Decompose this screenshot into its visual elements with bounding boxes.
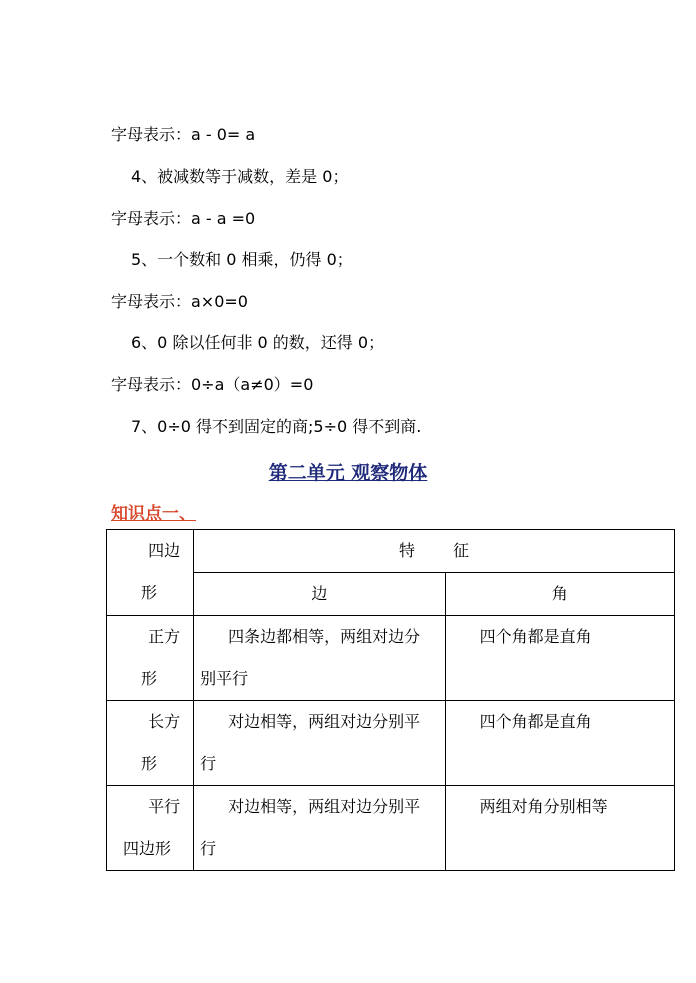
side-text-line2: 行 (200, 754, 217, 773)
feature-header-b: 征 (453, 541, 470, 560)
side-cell-square (194, 616, 445, 701)
shape-name-line2: 形 (141, 754, 158, 773)
side-text-line2: 行 (200, 839, 217, 858)
rule-7: 7、0÷0 得不到固定的商;5÷0 得不到商. (131, 417, 422, 436)
shape-cell-square (107, 616, 194, 701)
corner-header-line2: 形 (141, 583, 158, 602)
rule-5: 5、一个数和 0 相乘，仍得 0； (131, 250, 353, 269)
quadrilateral-table (106, 529, 675, 871)
shape-name-line2: 四边形 (123, 839, 172, 858)
side-header-cell: 边 (194, 573, 445, 616)
table-header-row (107, 530, 675, 573)
letter-form-zero-div-a: 字母表示：0÷a（a≠0）=0 (111, 375, 314, 394)
angle-cell-parallelogram: 两组对角分别相等 (445, 786, 674, 871)
unit-title: 第二单元 观察物体 (268, 462, 428, 484)
side-text-line2: 别平行 (200, 669, 249, 688)
corner-header-line1: 四边 (148, 541, 181, 560)
table-row (107, 616, 675, 701)
side-text-line1: 四条边都相等，两组对边分 (228, 627, 421, 646)
feature-header-a: 特 (399, 541, 416, 560)
letter-form-a-minus-zero: 字母表示：a - 0= a (111, 125, 256, 144)
angle-cell-rectangle: 四个角都是直角 (445, 701, 674, 786)
corner-header-cell (107, 530, 194, 616)
rule-4: 4、被减数等于减数，差是 0； (131, 167, 349, 186)
letter-form-a-minus-a: 字母表示：a - a =0 (111, 209, 256, 228)
shape-cell-rectangle (107, 701, 194, 786)
side-text-line1: 对边相等，两组对边分别平 (228, 712, 421, 731)
table-row (107, 786, 675, 871)
shape-name-line1: 长方 (148, 712, 181, 731)
shape-cell-parallelogram (107, 786, 194, 871)
feature-header-cell (194, 530, 675, 573)
table-row (107, 701, 675, 786)
side-cell-rectangle (194, 701, 445, 786)
knowledge-point-heading: 知识点一、 (111, 504, 196, 524)
shape-name-line1: 平行 (148, 797, 181, 816)
side-text-line1: 对边相等，两组对边分别平 (228, 797, 421, 816)
angle-header-cell: 角 (445, 573, 674, 616)
shape-name-line1: 正方 (148, 627, 181, 646)
shape-name-line2: 形 (141, 669, 158, 688)
rule-6: 6、0 除以任何非 0 的数，还得 0； (131, 333, 385, 352)
side-cell-parallelogram (194, 786, 445, 871)
letter-form-a-times-zero: 字母表示：a×0=0 (111, 292, 248, 311)
angle-cell-square: 四个角都是直角 (445, 616, 674, 701)
